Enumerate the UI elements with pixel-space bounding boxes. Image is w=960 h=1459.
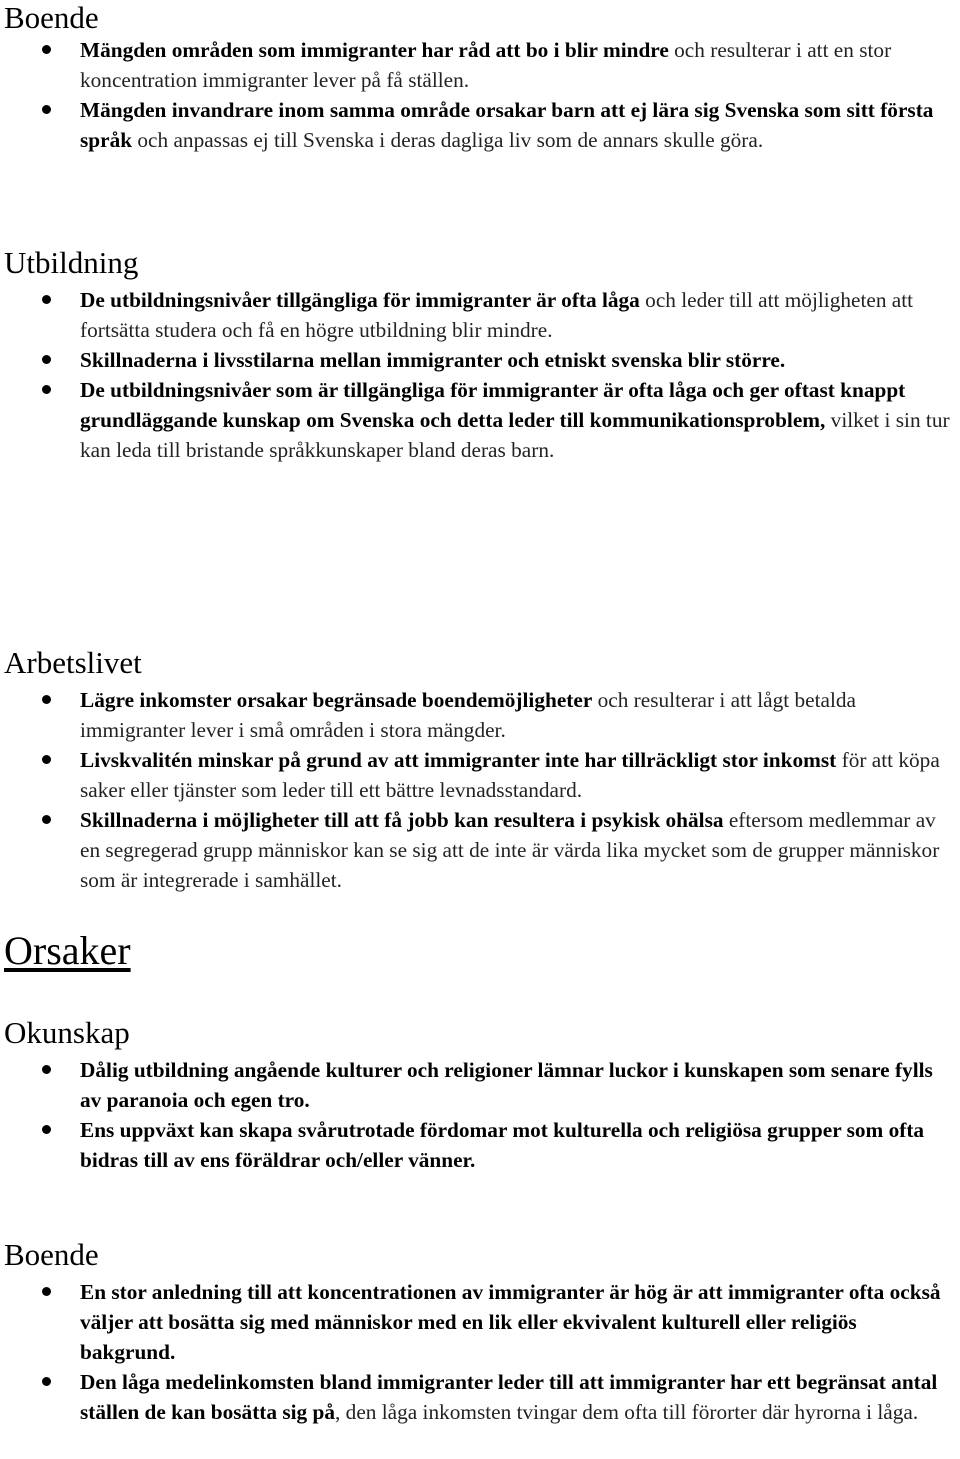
item-bold-text: Mängden invandrare inom samma område orsakar barn att ej lära sig Svenska som sitt första språk bbox=[80, 98, 934, 152]
bullet-icon bbox=[42, 1377, 51, 1386]
boende-2-list bbox=[0, 1277, 960, 1427]
item-text: eftersom medlemmar av en segregerad grupp människor kan se sig att de inte är värda lika mycket som de grupper människor som är integrerade i samhället. bbox=[80, 808, 940, 892]
bullet-icon bbox=[42, 755, 51, 764]
bullet-icon bbox=[42, 105, 51, 114]
item-text: och leder till att möjligheten att fortsätta studera och få en högre utbildning blir mindre. bbox=[80, 288, 914, 342]
list-item bbox=[0, 805, 960, 895]
item-bold-text: Dålig utbildning angående kulturer och religioner lämnar luckor i kunskapen som senare fylls av paranoia och egen tro. bbox=[80, 1058, 933, 1112]
heading-arbetslivet: Arbetslivet bbox=[4, 645, 142, 680]
item-text: och anpassas ej till Svenska i deras dagliga liv som de annars skulle göra. bbox=[132, 128, 764, 152]
item-bold-text: Lägre inkomster orsakar begränsade boendemöjligheter bbox=[80, 688, 593, 712]
list-item bbox=[0, 375, 960, 465]
item-bold-text: Livskvalitén minskar på grund av att immigranter inte har tillräckligt stor inkomst bbox=[80, 748, 837, 772]
heading-utbildning: Utbildning bbox=[4, 245, 139, 280]
list-item bbox=[0, 745, 960, 805]
item-text: vilket i sin tur kan leda till bristande språkkunskaper bland deras barn. bbox=[80, 408, 950, 462]
item-bold-text: Mängden områden som immigranter har råd att bo i blir mindre bbox=[80, 38, 669, 62]
item-text: , den låga inkomsten tvingar dem ofta till förorter där hyrorna i låga. bbox=[335, 1400, 919, 1424]
list-item bbox=[0, 35, 960, 95]
item-bold-text: De utbildningsnivåer tillgängliga för immigranter är ofta låga bbox=[80, 288, 640, 312]
list-item bbox=[0, 1367, 960, 1427]
item-bold-text: Skillnaderna i möjligheter till att få jobb kan resultera i psykisk ohälsa bbox=[80, 808, 724, 832]
arbetslivet-list bbox=[0, 685, 960, 895]
heading-boende: Boende bbox=[4, 0, 99, 35]
page-title-orsaker: Orsaker bbox=[4, 928, 131, 973]
list-item bbox=[0, 95, 960, 155]
bullet-icon bbox=[42, 1065, 51, 1074]
bullet-icon bbox=[42, 695, 51, 704]
bullet-icon bbox=[42, 355, 51, 364]
bullet-icon bbox=[42, 295, 51, 304]
item-text: för att köpa saker eller tjänster som leder till ett bättre levnadsstandard. bbox=[80, 748, 940, 802]
list-item bbox=[0, 285, 960, 345]
list-item bbox=[0, 1277, 960, 1367]
item-text: och resulterar i att en stor koncentration immigranter lever på få ställen. bbox=[80, 38, 892, 92]
bullet-icon bbox=[42, 815, 51, 824]
bullet-icon bbox=[42, 385, 51, 394]
list-item bbox=[0, 345, 960, 375]
okunskap-list bbox=[0, 1055, 960, 1175]
item-text: och resulterar i att lågt betalda immigranter lever i små områden i stora mängder. bbox=[80, 688, 857, 742]
heading-boende-2: Boende bbox=[4, 1237, 99, 1272]
bullet-icon bbox=[42, 45, 51, 54]
item-bold-text: Den låga medelinkomsten bland immigranter leder till att immigranter har ett begränsat antal ställen de kan bosätta sig på bbox=[80, 1370, 938, 1424]
boende-list bbox=[0, 35, 960, 155]
list-item bbox=[0, 1115, 960, 1175]
item-bold-text: En stor anledning till att koncentrationen av immigranter är hög är att immigranter ofta också väljer att bosätta sig med människor med en lik eller ekvivalent kulturell eller religiös bakgrund. bbox=[80, 1280, 941, 1364]
item-bold-text: Ens uppväxt kan skapa svårutrotade fördomar mot kulturella och religiösa grupper som ofta bidras till av ens föräldrar och/eller vänner. bbox=[80, 1118, 925, 1172]
bullet-icon bbox=[42, 1287, 51, 1296]
list-item bbox=[0, 685, 960, 745]
bullet-icon bbox=[42, 1125, 51, 1134]
item-bold-text: Skillnaderna i livsstilarna mellan immigranter och etniskt svenska blir större. bbox=[80, 348, 786, 372]
utbildning-list bbox=[0, 285, 960, 465]
list-item bbox=[0, 1055, 960, 1115]
item-bold-text: De utbildningsnivåer som är tillgängliga för immigranter är ofta låga och ger oftast knappt grundläggande kunskap om Svenska och detta leder till kommunikationsproblem, bbox=[80, 378, 906, 432]
heading-okunskap: Okunskap bbox=[4, 1015, 130, 1050]
